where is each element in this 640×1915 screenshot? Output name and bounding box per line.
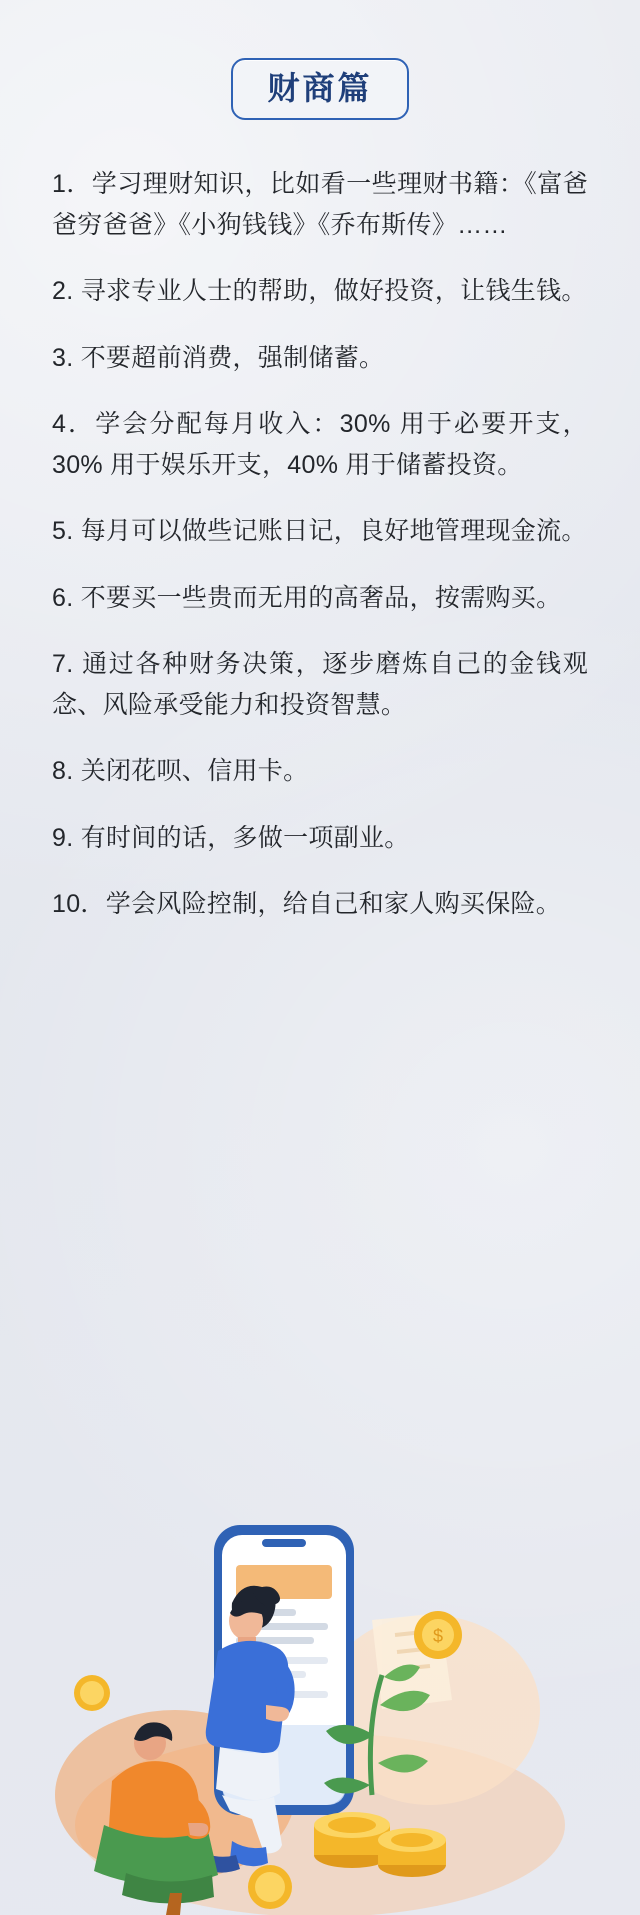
title-box bbox=[231, 58, 408, 120]
title-area bbox=[0, 0, 640, 120]
list-item: 2. 寻求专业人士的帮助，做好投资，让钱生钱。 bbox=[52, 277, 587, 305]
person-with-phone-and-coins-illustration bbox=[0, 1495, 640, 1915]
content-body bbox=[0, 120, 640, 925]
list-item: 1．学习理财知识，比如看一些理财书籍：《富爸爸穷爸爸》《小狗钱钱》《乔布斯传》…… bbox=[52, 170, 588, 239]
list-item: 4．学会分配每月收入：30% 用于必要开支，30% 用于娱乐开支，40% 用于储蓄投资。 bbox=[52, 410, 588, 479]
list-item: 6. 不要买一些贵而无用的高奢品，按需购买。 bbox=[52, 583, 562, 612]
list-item: 7. 通过各种财务决策，逐步磨炼自己的金钱观念、风险承受能力和投资智慧。 bbox=[52, 650, 588, 719]
list-item: 5. 每月可以做些记账日记，良好地管理现金流。 bbox=[52, 517, 587, 545]
svg-text:$: $ bbox=[432, 1626, 444, 1646]
page-title: 财商篇 bbox=[267, 70, 373, 106]
list-item: 10．学会风险控制，给自己和家人购买保险。 bbox=[52, 890, 562, 918]
list-item: 8. 关闭花呗、信用卡。 bbox=[52, 757, 309, 785]
list-item: 3. 不要超前消费，强制储蓄。 bbox=[52, 343, 385, 372]
list-item: 9. 有时间的话，多做一项副业。 bbox=[52, 823, 410, 852]
